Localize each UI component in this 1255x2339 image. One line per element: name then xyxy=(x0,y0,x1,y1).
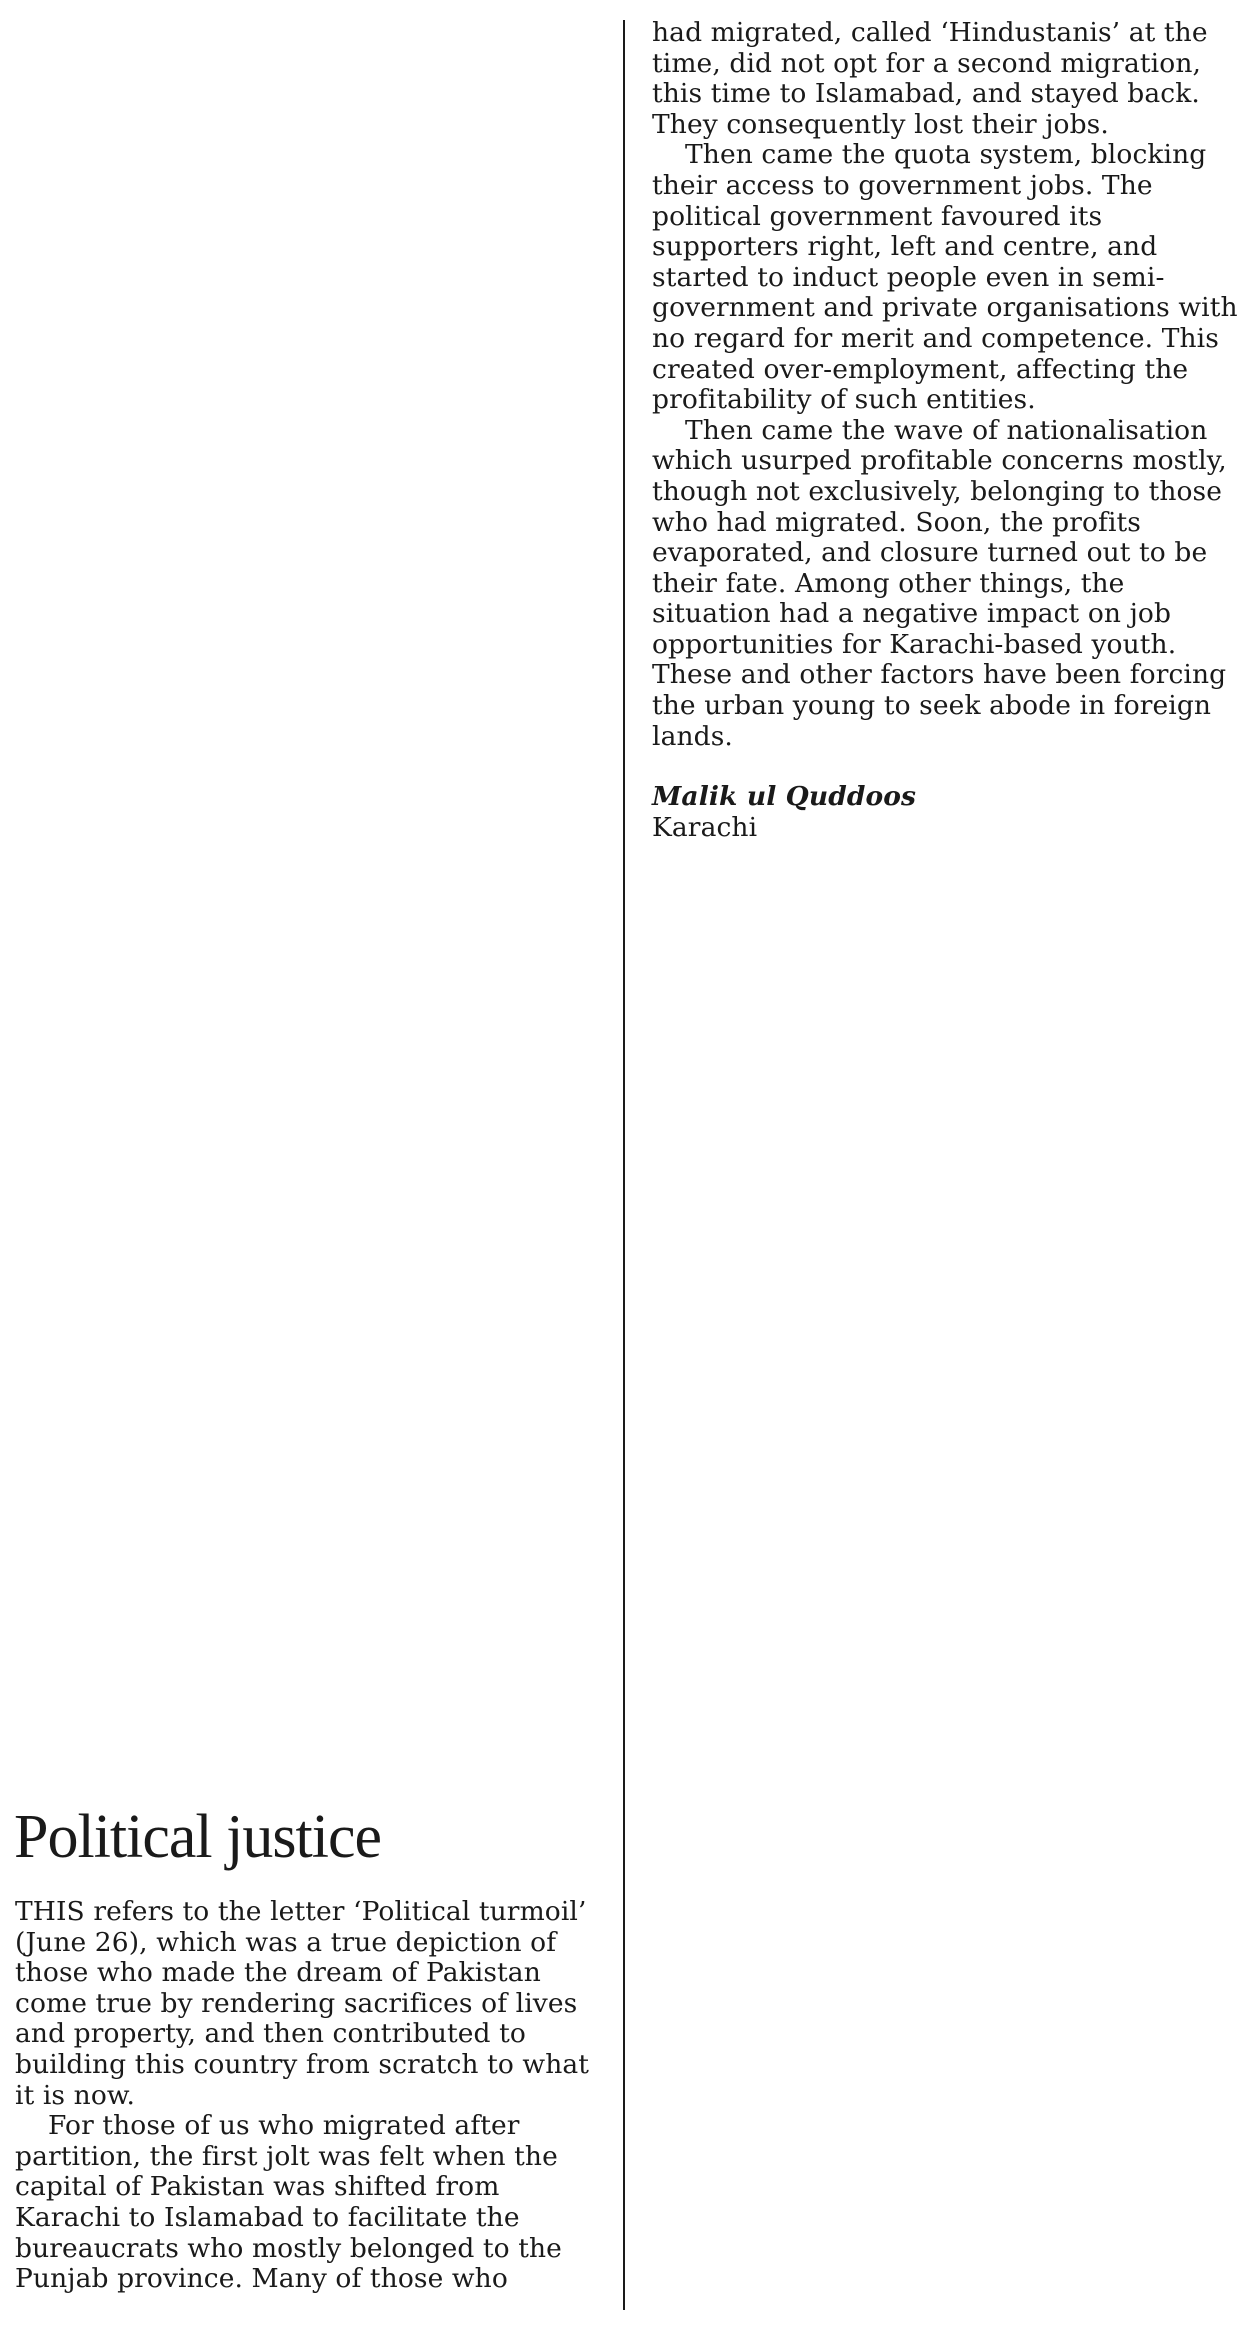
article-paragraph: THIS refers to the letter ‘Political turmoil’ (June 26), which was a true depiction of those who made the dream of Pakistan come true by rendering sacrifices of lives and property, and then contributed to building this country from scratch to what it is now. xyxy=(15,1896,590,2111)
article-paragraph: Then came the quota system, blocking their access to government jobs. The political government favoured its supporters right, left and centre, and started to induct people even in semi-government and private organisations with no regard for merit and competence. This created over-employment, affecting the profitability of such entities. xyxy=(652,139,1238,416)
article-paragraph: had migrated, called ‘Hindustanis’ at the time, did not opt for a second migration, this time to Islamabad, and stayed back. They consequently lost their jobs. xyxy=(652,17,1208,140)
article-paragraph: Then came the wave of nationalisation which usurped profitable concerns mostly, though not exclusively, belonging to those who had migrated. Soon, the profits evaporated, and closure turned out to be their fate. Among other things, the situation had a negative impact on job opportunities for Karachi-based youth. These and other factors have been forcing the urban young to seek abode in foreign lands. xyxy=(652,414,1227,752)
left-column xyxy=(15,1897,605,2295)
article-paragraph: For those of us who migrated after partition, the first jolt was felt when the capital of Pakistan was shifted from Karachi to Islamabad to facilitate the bureaucrats who mostly belonged to the Punjab province. Many of those who xyxy=(15,2110,562,2295)
author-city: Karachi xyxy=(652,811,758,843)
right-column xyxy=(652,18,1242,843)
headline: Political justice xyxy=(14,1803,381,1871)
signature xyxy=(652,782,1242,843)
author-name: Malik ul Quddoos xyxy=(652,781,917,813)
column-divider xyxy=(623,20,625,2310)
